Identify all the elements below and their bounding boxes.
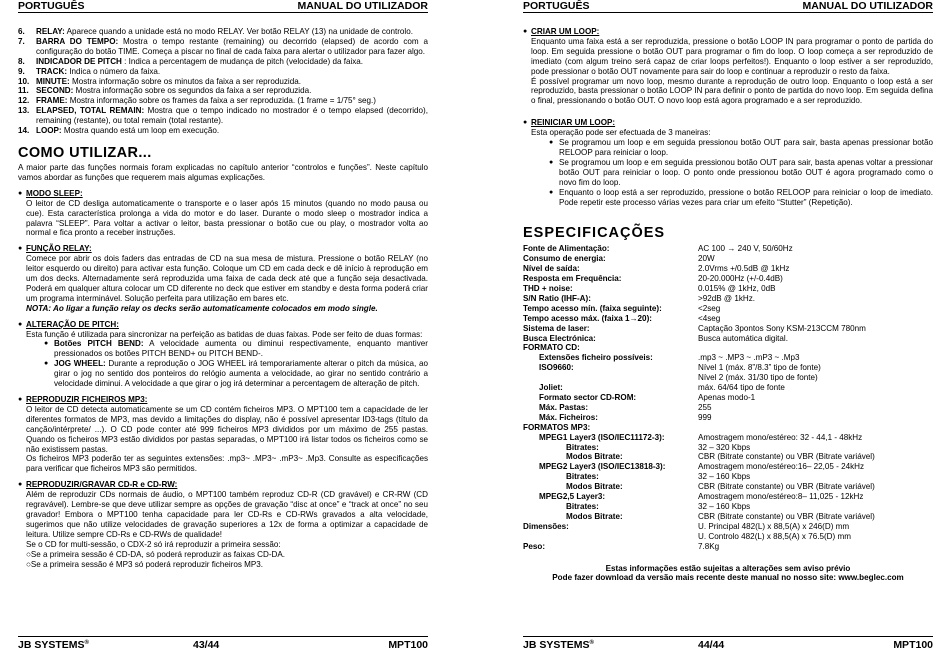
spec-label: Extensões ficheiro possíveis: — [539, 353, 653, 363]
spec-value: >92dB @ 1kHz. — [698, 293, 756, 303]
spec-label: Modos Bitrate: — [566, 452, 623, 462]
item-label: Botões PITCH BEND: — [54, 339, 144, 349]
spec-label — [523, 532, 698, 542]
closing-note — [523, 564, 933, 584]
spec-value: 20W — [698, 254, 715, 264]
section-title: MODO SLEEP: — [26, 188, 83, 198]
header-manual-title: MANUAL DO UTILIZADOR — [802, 0, 933, 12]
spec-value: 20-20.000Hz (+/-0.4dB) — [698, 274, 783, 284]
section-restart-loop — [523, 118, 933, 207]
footer-product: MPT100 — [893, 639, 933, 651]
page-number: 44/44 — [698, 639, 725, 651]
spec-row — [523, 492, 933, 502]
spec-value: 255 — [698, 402, 712, 412]
section-heading-especificacoes: ESPECIFICAÇÕES — [523, 225, 666, 242]
spec-row — [523, 294, 933, 304]
item-label: FRAME: — [36, 96, 68, 106]
bullet-icon: ● — [549, 158, 554, 166]
item-text: Se a primeira sessão é CD-DA, só poderá reproduzir as faixas CD-DA. — [30, 549, 286, 559]
spec-value: Amostragem mono/estéreo: 32 - 44,1 - 48kHz — [698, 432, 863, 442]
spec-value: Captação 3pontos Sony KSM-213CCM 780nm — [698, 323, 866, 333]
item-text: Mostra informação sobre os minutos da faixa a ser reproduzida. — [71, 76, 301, 86]
spec-label — [523, 373, 698, 383]
spec-label: S/N Ratio (IHF-A): — [523, 293, 591, 303]
spec-row — [523, 512, 933, 522]
section-body: O leitor de CD desliga automaticamente o transporte e o laser após 15 minutos (quando no modo pausa ou cue). Esta característica prolonga a vida do motor e do laser. Durante o modo sleep o mostrador indica a palavra “SLEEP”. Para voltar a activar o leitor, basta pressionar o botão cue ou play, o mostrador volta ao normal e fica pronto a receber instruções. — [26, 198, 428, 238]
spec-label: Tempo acesso mín. (faixa seguinte): — [523, 303, 662, 313]
list-item — [18, 126, 428, 136]
section-body: É possível programar um novo loop, mesmo durante a reprodução de outro loop. Enquanto o loop está a ser reproduzido, basta pressionar o botão LOOP IN para definir o ponto de partida do novo loop. Em seguida defina o final, pressionando o botão OUT. O novo loop está agora programado e a ser reproduzido. — [531, 76, 933, 106]
spec-label: MPEG1 Layer3 (ISO/IEC11172-3): — [539, 432, 665, 442]
spec-label: Formato sector CD-ROM: — [539, 393, 637, 402]
spec-value: <4seg — [698, 313, 721, 323]
spec-label: Bitrates: — [566, 472, 599, 482]
spec-row — [523, 383, 933, 393]
spec-label: Tempo acesso máx. (faixa 1→20): — [523, 313, 652, 323]
item-label: RELAY: — [36, 27, 65, 36]
page-header — [523, 0, 933, 13]
spec-label: Joliet: — [539, 383, 563, 393]
spec-label: FORMATOS MP3: — [523, 422, 591, 432]
spec-label: Sistema de laser: — [523, 323, 590, 333]
section-body: Esta operação pode ser efectuada de 3 maneiras: — [531, 128, 711, 138]
item-text: Mostra informação sobre os segundos da faixa a ser reproduzida. — [75, 86, 312, 96]
section-title: CRIAR UM LOOP: — [531, 27, 600, 36]
section-title: REPRODUZIR/GRAVAR CD-R e CD-RW: — [26, 480, 178, 490]
spec-row — [523, 334, 933, 344]
item-number: 14. — [18, 126, 30, 136]
bullet-icon: ● — [549, 139, 554, 147]
item-text: Se programou um loop e em seguida pressionou botão OUT para sair, basta apenas voltar a pressionar botão OUT para reiniciar o loop. O ponto onde pressionou botão OUT é agora programado como o novo fim do loop. — [559, 157, 933, 187]
spec-row — [523, 542, 933, 552]
footer-brand: JB SYSTEMS — [523, 639, 590, 651]
spec-label: Fonte de Alimentação: — [523, 244, 610, 254]
spec-row — [523, 403, 933, 413]
item-text: Indica o número da faixa. — [69, 66, 161, 76]
item-text: Enquanto o loop está a ser reproduzido, pressione o botão RELOOP para reiniciar o loop de imediato. Pode repetir este processo várias vezes para criar um efeito “Stutter” (Repetição). — [559, 187, 933, 207]
spec-label: MPEG2,5 Layer3: — [539, 492, 606, 502]
spec-row — [523, 443, 933, 453]
spec-label: Máx. Pastas: — [539, 402, 589, 412]
section-body: Os ficheiros MP3 poderão ter as seguintes extensões: .mp3~ .MP3~ .mP3~ .Mp3. Consulte as especificações para verificar que ficheiros MP3 são permitidos. — [26, 454, 428, 474]
spec-label: MPEG2 Layer3 (ISO/IEC13818-3): — [539, 462, 666, 472]
spec-row — [523, 284, 933, 294]
bullet-icon: ● — [18, 320, 23, 328]
section-relay — [18, 244, 428, 313]
page-footer — [523, 636, 933, 650]
bullet-icon: ● — [18, 189, 23, 197]
spec-row — [523, 482, 933, 492]
spec-row — [523, 393, 933, 403]
spec-label: Consumo de energia: — [523, 254, 606, 264]
item-text: Mostra o tempo restante (remaining) ou decorrido (elapsed) de acordo com a configuração do botão TIME. Começa a piscar no final de cada faixa para alertar o utilizador para fazer algo. — [36, 36, 428, 56]
spec-value: Busca automática digital. — [698, 333, 788, 343]
closing-line-2: Pode fazer download da versão mais recente deste manual no nosso site: www.beglec.com — [552, 573, 904, 583]
closing-line-1: Estas informações estão sujeitas a alterações sem aviso prévio — [605, 563, 851, 573]
right-page — [523, 0, 933, 654]
header-manual-title: MANUAL DO UTILIZADOR — [297, 0, 428, 12]
section-sleep — [18, 189, 428, 239]
specifications-table — [523, 244, 933, 551]
bullet-icon: ● — [18, 396, 23, 403]
spec-value: 32 – 320 Kbps — [698, 442, 751, 452]
spec-row — [523, 472, 933, 482]
spec-label: Resposta em Frequência: — [523, 274, 622, 284]
item-number: 10. — [18, 76, 30, 86]
spec-label: Dimensões: — [523, 521, 569, 531]
circle-bullet-icon: ○ — [26, 559, 31, 569]
spec-label: Modos Bitrate: — [566, 482, 623, 492]
spec-row — [523, 433, 933, 443]
circle-bullet-icon: ○ — [26, 549, 31, 559]
header-language: PORTUGUÊS — [18, 0, 85, 12]
spec-row — [523, 373, 933, 383]
spec-label: Modos Bitrate: — [566, 511, 623, 521]
item-number: 11. — [18, 86, 29, 96]
list-item — [18, 37, 428, 57]
section-body: Além de reproduzir CDs normais de áudio, o MPT100 também reproduz CD-R (CD gravável) e CR-RW (CD regravável). Lembre-se que deve utilizar sempre as opções de gravação “disc at once” e “track at once” no seu gravador! Embora o MPT100 tenha capacidade para ler CD-Rs e CD-RWs gravados a alta velocidade, sugerimos que não utilize velocidades de gravação superiores a 12x de forma a optimizar a capacidade de leitura. Utilize sempre CD-Rs e CD-RWs de qualidade! — [26, 490, 428, 539]
item-number: 8. — [18, 56, 25, 66]
spec-label: Bitrates: — [566, 501, 599, 511]
bullet-icon: ● — [523, 119, 528, 127]
section-title: REPRODUZIR FICHEIROS MP3: — [26, 395, 148, 404]
intro-paragraph: A maior parte das funções normais foram explicadas no capítulo anterior “controlos e funções”. Neste capítulo vamos abordar as funções que requerem mais algumas explicações. — [18, 162, 428, 182]
page-footer — [18, 636, 428, 650]
section-title: ALTERAÇÃO DE PITCH: — [26, 319, 119, 329]
spec-value: Nível 2 (máx. 31/30 tipo de fonte) — [698, 373, 818, 383]
spec-value: máx. 64/64 tipo de fonte — [698, 383, 785, 393]
section-title: REINICIAR UM LOOP: — [531, 118, 616, 128]
list-item — [26, 550, 428, 560]
list-item — [18, 106, 428, 126]
bullet-icon: ● — [44, 360, 49, 368]
list-item — [18, 77, 428, 87]
list-item — [26, 560, 428, 570]
header-language: PORTUGUÊS — [523, 0, 590, 12]
section-title: FUNÇÃO RELAY: — [26, 244, 92, 254]
section-pitch — [18, 320, 428, 389]
spec-row — [523, 324, 933, 334]
spec-row — [523, 304, 933, 314]
spec-value — [698, 423, 933, 433]
spec-value: 32 – 160 Kbps — [698, 472, 751, 482]
spec-value: U. Principal 482(L) x 88,5(A) x 246(D) mm — [698, 521, 850, 531]
list-item — [531, 138, 933, 158]
left-page — [18, 0, 428, 654]
spec-row — [523, 314, 933, 324]
spec-value: CBR (Bitrate constante) ou VBR (Bitrate variável) — [698, 452, 875, 462]
spec-label: Máx. Ficheiros: — [539, 412, 598, 422]
bullet-icon: ● — [549, 188, 554, 196]
registered-mark: ® — [84, 640, 89, 646]
item-text: Se programou um loop e em seguida pressionou botão OUT para sair, basta apenas pressionar botão RELOOP para reiniciar o loop. — [559, 138, 933, 157]
spec-value — [698, 343, 933, 353]
item-label: MINUTE: — [36, 76, 70, 86]
spec-label: Peso: — [523, 541, 546, 551]
spec-row — [523, 353, 933, 363]
spec-row — [523, 462, 933, 472]
spec-value: AC 100 → 240 V, 50/60Hz — [698, 244, 793, 254]
bullet-icon: ● — [18, 245, 23, 253]
item-label: JOG WHEEL: — [54, 359, 106, 369]
item-label: ELAPSED, TOTAL REMAIN: — [36, 106, 145, 116]
spec-row — [523, 452, 933, 462]
spec-row — [523, 532, 933, 542]
footer-product: MPT100 — [388, 639, 428, 651]
spec-row — [523, 254, 933, 264]
item-label: INDICADOR DE PITCH — [36, 56, 122, 66]
spec-row — [523, 264, 933, 274]
spec-value: Amostragem mono/estéreo:16– 22,05 - 24kHz — [698, 462, 865, 472]
spec-value: CBR (Bitrate constante) ou VBR (Bitrate variável) — [698, 511, 875, 521]
item-number: 6. — [18, 27, 25, 36]
spec-value: 7.8Kg — [698, 541, 720, 551]
item-number: 13. — [18, 106, 30, 116]
item-label: BARRA DO TEMPO: — [36, 36, 119, 46]
spec-value: 32 – 160 Kbps — [698, 501, 751, 511]
item-text: Mostra quando está um loop em execução. — [63, 126, 220, 136]
item-text: Durante a reprodução o JOG WHEEL irá temporariamente alterar o pitch da música, ao girar o jog no sentido dos ponteiros do relógio aumenta a velocidade, ao girar no sentido contrário a velocidade diminui. A velocidade a que girar o jog irá determinar a percentagem de alteração de pitch. — [54, 359, 428, 389]
item-text: Se a primeira sessão é MP3 só poderá reproduzir ficheiros MP3. — [30, 559, 264, 569]
section-body: O leitor de CD detecta automaticamente se um CD contém ficheiros MP3. O MPT100 tem a capacidade de ler diferentes formatos de MP3, mas devido a limitações do display, não é possível apresentar ID3-tags (título da canção/intérprete/ ...). O CD pode conter até 999 ficheiros MP3 divididos por um máximo de 255 pastas. Quando os ficheiros MP3 estão divididos por pastas separadas, o MPT100 irá listar todos os ficheiros como se não existissem pastas. — [26, 404, 428, 454]
item-text: A velocidade aumenta ou diminui respectivamente, enquanto mantiver pressionados os botões PITCH BEND+ ou PITCH BEND-. — [54, 339, 428, 359]
spec-value: U. Controlo 482(L) x 88,5(A) x 76.5(D) mm — [698, 531, 851, 541]
list-item — [531, 158, 933, 188]
bullet-icon: ● — [523, 28, 528, 35]
page-number: 43/44 — [193, 639, 220, 651]
spec-row — [523, 502, 933, 512]
spec-row — [523, 274, 933, 284]
display-items-list — [18, 27, 428, 136]
spec-row — [523, 413, 933, 423]
item-label: TRACK: — [36, 66, 68, 76]
list-item — [531, 188, 933, 208]
list-item — [18, 86, 428, 96]
registered-mark: ® — [589, 640, 594, 646]
spec-row — [523, 363, 933, 373]
section-mp3 — [18, 395, 428, 474]
relay-note: NOTA: Ao ligar a função relay os decks serão automaticamente colocados em modo single. — [26, 303, 378, 313]
spec-value: 999 — [698, 412, 712, 422]
list-item — [18, 57, 428, 67]
item-text: Aparece quando a unidade está no modo RELAY. Ver botão RELAY (13) na unidade de controlo. — [66, 27, 413, 36]
spec-value: CBR (Bitrate constante) ou VBR (Bitrate variável) — [698, 482, 875, 492]
item-text: Mostra que o tempo indicado no mostrador é o tempo elapsed (decorrido), remaining (restante), ou total remain (total restante). — [36, 106, 428, 126]
list-item — [26, 359, 428, 389]
bullet-icon: ● — [18, 481, 23, 489]
spec-row — [523, 423, 933, 433]
item-label: SECOND: — [36, 86, 74, 96]
page-header — [18, 0, 428, 13]
spec-value: Apenas modo-1 — [698, 393, 756, 402]
item-text: Mostra informação sobre os frames da faixa a ser reproduzida. (1 frame = 1/75° seg.) — [69, 96, 376, 106]
spec-label: FORMATO CD: — [523, 343, 580, 353]
spec-label: Bitrates: — [566, 442, 599, 452]
section-cdr — [18, 480, 428, 569]
spec-label: THD + noise: — [523, 284, 573, 294]
item-label: LOOP: — [36, 126, 62, 136]
item-text: : Indica a percentagem de mudança de pitch (velocidade) da faixa. — [124, 56, 364, 66]
spec-value: <2seg — [698, 303, 721, 313]
spec-value: .mp3 ~ .MP3 ~ .mP3 ~ .Mp3 — [698, 353, 800, 363]
bullet-icon: ● — [44, 340, 49, 348]
section-body: Enquanto uma faixa está a ser reproduzida, pressione o botão LOOP IN para programar o ponto de partida do loop. Em seguida pressione o botão OUT para programar o fim do loop. O loop começa a ser reproduzido de imediato (com algum treino será capaz de criar loops perfeitos!). Enquanto o loop estiver a ser reproduzido, pode pressionar o botão OUT novamente para sair do loop e continuar a reproduzir o resto da faixa. — [531, 36, 933, 76]
item-number: 9. — [18, 66, 25, 76]
section-heading-como-utilizar: COMO UTILIZAR... — [18, 144, 152, 161]
spec-row — [523, 244, 933, 254]
spec-label: ISO9660: — [539, 363, 574, 373]
spec-row — [523, 522, 933, 532]
footer-brand: JB SYSTEMS — [18, 639, 85, 651]
spec-value: 2.0Vrms +/0.5dB @ 1kHz — [698, 264, 790, 274]
spec-label: Nível de saída: — [523, 264, 580, 274]
item-number: 7. — [18, 36, 25, 46]
list-item — [18, 27, 428, 37]
section-body: Esta função é utilizada para sincronizar na perfeição as batidas de duas faixas. Pode ser feito de duas formas: — [26, 329, 423, 339]
spec-value: Amostragem mono/estéreo:8– 11,025 - 12kHz — [698, 492, 864, 502]
list-item — [18, 96, 428, 106]
spec-label: Busca Electrónica: — [523, 333, 596, 343]
multisession-line: Se o CD for multi-sessão, o CDX-2 só irá reproduzir a primeira sessão: — [26, 539, 281, 549]
spec-row — [523, 343, 933, 353]
section-create-loop — [523, 27, 933, 106]
list-item — [18, 67, 428, 77]
section-body: Comece por abrir os dois faders das entradas de CD na sua mesa de mistura. Pressione o botão RELAY (no leitor esquerdo ou direito) para activar esta função. Coloque um CD em cada deck e dê início à reprodução em um dos decks. Alternadamente será reproduzida uma faixa de cada deck até que a função seja desactivada. Poderá em qualquer altura colocar um CD diferente no deck que estiver em standby e desta forma poderá criar um programa interminável. Solução perfeita para utilização em bares etc. — [26, 254, 428, 303]
spec-value: 0.015% @ 1kHz, 0dB — [698, 284, 776, 294]
item-number: 12. — [18, 96, 30, 106]
spec-value: Nível 1 (máx. 8”/8.3” tipo de fonte) — [698, 363, 821, 373]
list-item — [26, 339, 428, 359]
